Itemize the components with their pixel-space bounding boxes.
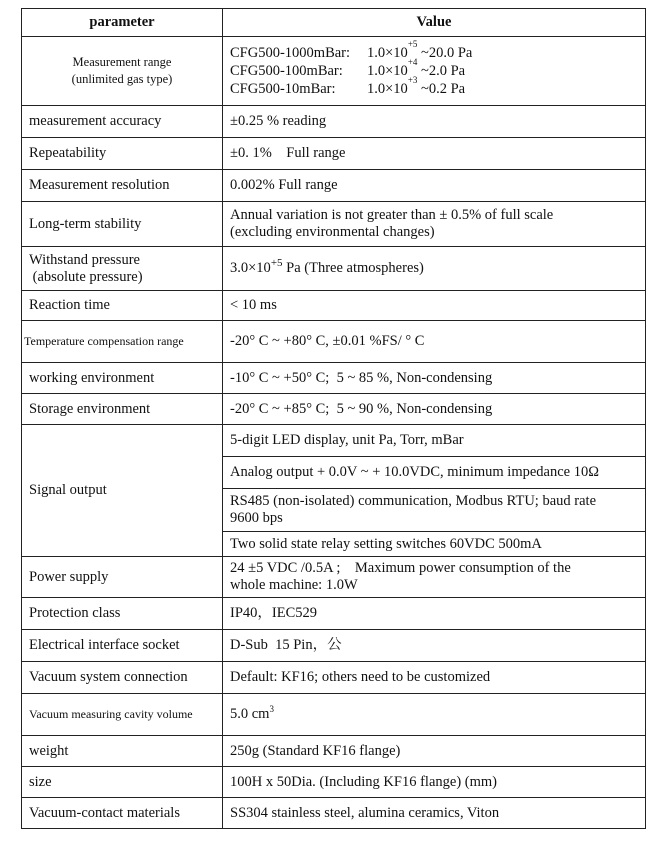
table-row [22,291,646,321]
value-materials: SS304 stainless steel, alumina ceramics, Viton [223,798,646,829]
range-line: CFG500-1000mBar: 1.0×10 +5 ~20.0 Pa [230,39,473,61]
table-row [22,202,646,247]
specification-table [21,8,646,829]
param-size: size [22,767,223,798]
param-vacuum-connection: Vacuum system connection [22,662,223,694]
param-storage-environment: Storage environment [22,394,223,425]
table-row [22,767,646,798]
table-row [22,798,646,829]
value-temp-compensation: -20° C ~ +80° C, ±0.01 %FS/ ° C [223,321,646,363]
table-row [22,138,646,170]
param-temp-compensation: Temperature compensation range [22,321,223,363]
value-cavity-volume: 5.0 $cm^3$ [223,694,646,736]
range-line: CFG500-10mBar: 1.0×10 +3 ~0.2 Pa [230,75,466,97]
param-cavity-volume: Vacuum measuring cavity volume [22,694,223,736]
table-row [22,247,646,291]
table-row [22,37,646,106]
param-signal-output: Signal output [22,425,223,557]
value-signal-relay: Two solid state relay setting switches 60VDC 500mA [223,532,646,557]
param-stability: Long-term stability [22,202,223,247]
range-line: CFG500-100mBar: 1.0×10 +4 ~2.0 Pa [230,57,466,79]
table-row [22,106,646,138]
value-protection-class: IP40，IEC529 [223,598,646,630]
value-storage-environment: -20° C ~ +85° C; 5 ~ 90 %, Non-condensing [223,394,646,425]
value-withstand-pressure: $3.0\times 10^{+5}$ Pa (Three atmospheres) [223,247,646,291]
table-header-row [22,9,646,37]
value-signal-led: 5-digit LED display, unit Pa, Torr, mBar [223,425,646,457]
table-row [22,321,646,363]
value-stability: Annual variation is not greater than ± 0.5% of full scale (excluding environmental changes) [223,202,646,247]
header-value: Value [223,9,646,37]
param-materials: Vacuum-contact materials [22,798,223,829]
param-withstand-pressure: Withstand pressure (absolute pressure) [22,247,223,291]
param-power-supply: Power supply [22,557,223,598]
table-row [22,394,646,425]
table-row [22,170,646,202]
value-resolution: 0.002% Full range [223,170,646,202]
param-line: Measurement range [72,55,172,69]
param-reaction-time: Reaction time [22,291,223,321]
param-measurement-range [22,37,223,106]
param-weight: weight [22,736,223,767]
value-measurement-range [223,37,646,106]
value-signal-rs485: RS485 (non-isolated) communication, Modbus RTU; baud rate 9600 bps [223,489,646,532]
param-accuracy: measurement accuracy [22,106,223,138]
param-working-environment: working environment [22,363,223,394]
param-interface-socket: Electrical interface socket [22,630,223,662]
table-row [22,694,646,736]
value-working-environment: -10° C ~ +50° C; 5 ~ 85 %, Non-condensing [223,363,646,394]
header-parameter: parameter [22,9,223,37]
table-row [22,630,646,662]
value-interface-socket: D-Sub 15 Pin，公 [223,630,646,662]
table-row [22,662,646,694]
table-row [22,736,646,767]
value-repeatability: ±0. 1% Full range [223,138,646,170]
table-row [22,598,646,630]
value-power-supply: 24 ±5 VDC /0.5A ; Maximum power consumption of the whole machine: 1.0W [223,557,646,598]
table-row [22,557,646,598]
value-weight: 250g (Standard KF16 flange) [223,736,646,767]
value-size: 100H x 50Dia. (Including KF16 flange) (mm) [223,767,646,798]
table-row [22,363,646,394]
value-signal-analog: Analog output + 0.0V ~ + 10.0VDC, minimum impedance 10Ω [223,457,646,489]
value-vacuum-connection: Default: KF16; others need to be customized [223,662,646,694]
param-line: (unlimited gas type) [71,72,173,86]
param-resolution: Measurement resolution [22,170,223,202]
param-repeatability: Repeatability [22,138,223,170]
param-protection-class: Protection class [22,598,223,630]
value-reaction-time: < 10 ms [223,291,646,321]
value-accuracy: ±0.25 % reading [223,106,646,138]
table-row [22,425,646,457]
